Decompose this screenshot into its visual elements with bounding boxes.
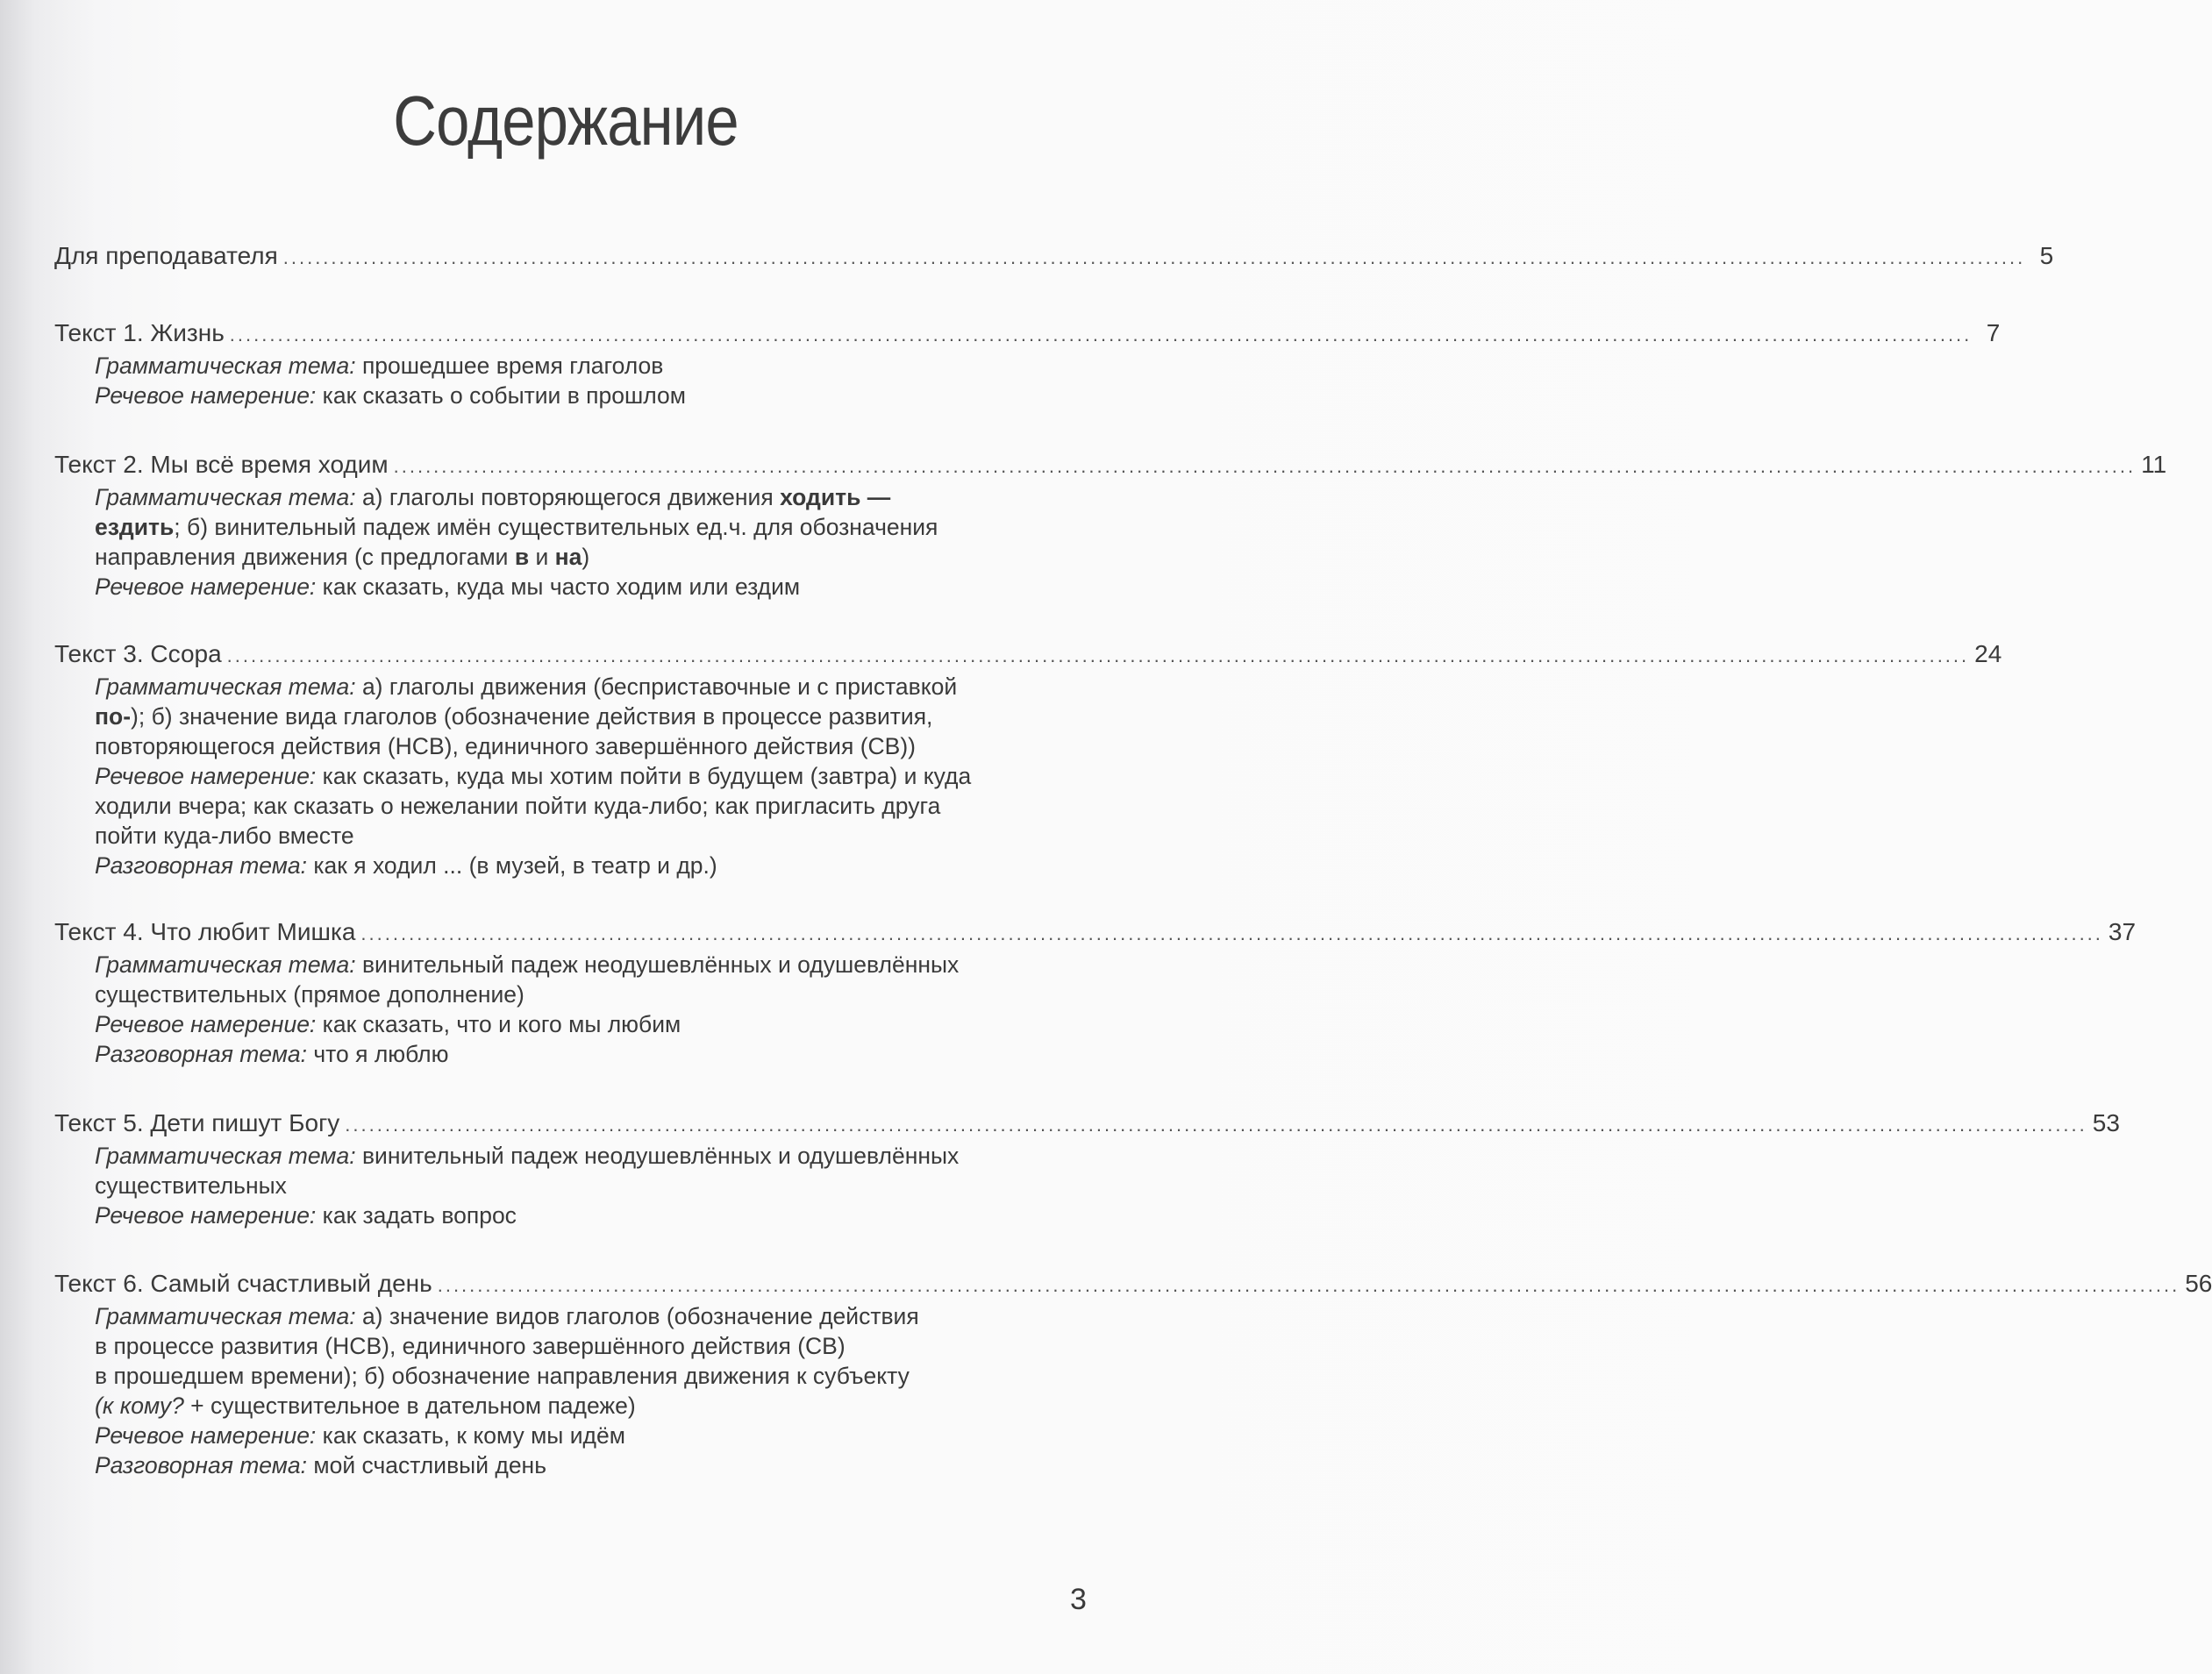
speech-intent: Речевое намерение: как сказать о событии в прошлом <box>95 382 686 409</box>
toc-entry-heading[interactable] <box>54 240 2054 274</box>
toc-entry-heading[interactable] <box>54 1268 2212 1301</box>
speech-intent-label: Речевое намерение: <box>95 1011 317 1037</box>
toc-entry-description <box>95 351 1060 410</box>
toc-entry-title: Текст 4. Что любит Мишка <box>54 918 356 945</box>
grammar-topic: Грамматическая тема: винительный падеж неодушевлённых и одушевлённых <box>95 1143 960 1169</box>
toc-entry-text-6 <box>54 1268 2212 1480</box>
leader-dots: .......................................................................................................................................................................................................................... <box>229 324 1973 345</box>
toc-entry-text-3 <box>54 638 2002 880</box>
toc-entry-text-2 <box>54 449 2167 602</box>
toc-entry-page: 7 <box>1986 319 2001 346</box>
page-number: 3 <box>1070 1583 1087 1616</box>
speech-intent: Речевое намерение: как задать вопрос <box>95 1202 517 1229</box>
toc-entry-page: 11 <box>2141 451 2167 478</box>
toc-entry-page: 5 <box>2039 242 2054 269</box>
toc-entry-heading[interactable] <box>54 317 2001 351</box>
speech-intent-label: Речевое намерение: <box>95 382 317 409</box>
toc-entry-title: Текст 2. Мы всё время ходим <box>54 451 389 478</box>
toc-entry-title: Для преподавателя <box>54 242 278 269</box>
toc-entry-title: Текст 5. Дети пишут Богу <box>54 1109 340 1136</box>
grammar-topic-label: Грамматическая тема: <box>95 673 356 700</box>
speech-intent-label: Речевое намерение: <box>95 1422 317 1449</box>
talk-topic: Разговорная тема: мой счастливый день <box>95 1452 546 1478</box>
toc-entry-description: Грамматическая тема: винительный падеж неодушевлённых и одушевлённых существительных (прямое дополнение) Речевое намерение: как сказать, что и кого мы любим Разговорная тема: что я люблю <box>95 950 1060 1069</box>
talk-topic-label: Разговорная тема: <box>95 1041 308 1067</box>
toc-entry-title: Текст 3. Ссора <box>54 640 222 667</box>
toc-entry-description: Грамматическая тема: винительный падеж неодушевлённых и одушевлённых существительных Речевое намерение: как задать вопрос <box>95 1141 1060 1230</box>
toc-entry-title: Текст 1. Жизнь <box>54 319 225 346</box>
toc-entry-heading[interactable] <box>54 916 2137 950</box>
leader-dots: .......................................................................................................................................................................................................................... <box>345 1114 2087 1136</box>
speech-intent-label: Речевое намерение: <box>95 573 317 600</box>
grammar-topic: Грамматическая тема: а) глаголы движения (бесприставочные и с приставкой <box>95 673 958 700</box>
grammar-topic-label: Грамматическая тема: <box>95 353 356 379</box>
toc-entry-heading[interactable] <box>54 1108 2120 1141</box>
speech-intent-label: Речевое намерение: <box>95 763 317 789</box>
grammar-topic: Грамматическая тема: а) глаголы повторяющегося движения ходить — <box>95 484 891 510</box>
speech-intent-label: Речевое намерение: <box>95 1202 317 1229</box>
toc-entry-page: 24 <box>1974 640 2002 667</box>
talk-topic-label: Разговорная тема: <box>95 1452 308 1478</box>
toc-entry-page: 53 <box>2092 1109 2120 1136</box>
toc-entry-teacher <box>54 240 2054 274</box>
leader-dots: .......................................................................................................................................................................................................................... <box>393 455 2137 477</box>
toc-entry-heading[interactable] <box>54 449 2167 482</box>
leader-dots: .......................................................................................................................................................................................................................... <box>226 645 1970 666</box>
grammar-topic-label: Грамматическая тема: <box>95 1303 356 1329</box>
toc-entry-description: Грамматическая тема: а) глаголы повторяющегося движения ходить — ездить; б) винительный падеж имён существительных ед.ч. для обозначения направления движения (с предлогами в и на) Речевое намерение: как сказать, куда мы часто ходим или ездим <box>95 482 1060 602</box>
leader-dots: .......................................................................................................................................................................................................................... <box>437 1274 2180 1296</box>
page-title: Содержание <box>393 82 739 160</box>
speech-intent: Речевое намерение: как сказать, что и кого мы любим <box>95 1011 681 1037</box>
toc-entry-heading[interactable] <box>54 638 2002 672</box>
grammar-topic-label: Грамматическая тема: <box>95 951 356 978</box>
grammar-topic: Грамматическая тема: а) значение видов глаголов (обозначение действия <box>95 1303 919 1329</box>
talk-topic: Разговорная тема: что я люблю <box>95 1041 449 1067</box>
toc-entry-text-4 <box>54 916 2137 1069</box>
toc-entry-text-1 <box>54 317 2001 410</box>
speech-intent: Речевое намерение: как сказать, куда мы часто ходим или ездим <box>95 573 801 600</box>
grammar-topic-label: Грамматическая тема: <box>95 484 356 510</box>
speech-intent: Речевое намерение: как сказать, к кому мы идём <box>95 1422 625 1449</box>
toc-entry-description: Грамматическая тема: а) значение видов глаголов (обозначение действия в процессе развития (НСВ), единичного завершённого действия (СВ) в прошедшем времени); б) обозначение направления движения к субъекту (к кому? + существительное в дательном падеже) Речевое намерение: как сказать, к кому мы идём Разговорная тема: мой счастливый день <box>95 1301 1060 1480</box>
toc-entry-text-5 <box>54 1108 2120 1230</box>
leader-dots: .......................................................................................................................................................................................................................... <box>360 922 2103 944</box>
toc-entry-page: 37 <box>2108 918 2137 945</box>
grammar-topic: Грамматическая тема: прошедшее время глаголов <box>95 353 664 379</box>
toc-entry-description: Грамматическая тема: а) глаголы движения (бесприставочные и с приставкой по-); б) значение вида глаголов (обозначение действия в процессе развития, повторяющегося действия (НСВ), единичного завершённого действия (СВ)) Речевое намерение: как сказать, куда мы хотим пойти в будущем (завтра) и куда ходили вчера; как сказать о нежелании пойти куда-либо; как пригласить друга пойти куда-либо вместе Разговорная тема: как я ходил ... (в музей, в театр и др.) <box>95 672 1060 880</box>
grammar-topic-label: Грамматическая тема: <box>95 1143 356 1169</box>
toc-entry-title: Текст 6. Самый счастливый день <box>54 1270 432 1297</box>
toc-entry-page: 56 <box>2185 1270 2212 1297</box>
leader-dots: .......................................................................................................................................................................................................................... <box>282 246 2026 268</box>
talk-topic: Разговорная тема: как я ходил ... (в музей, в театр и др.) <box>95 852 717 879</box>
talk-topic-label: Разговорная тема: <box>95 852 308 879</box>
speech-intent: Речевое намерение: как сказать, куда мы хотим пойти в будущем (завтра) и куда <box>95 763 972 789</box>
grammar-topic: Грамматическая тема: винительный падеж неодушевлённых и одушевлённых <box>95 951 960 978</box>
